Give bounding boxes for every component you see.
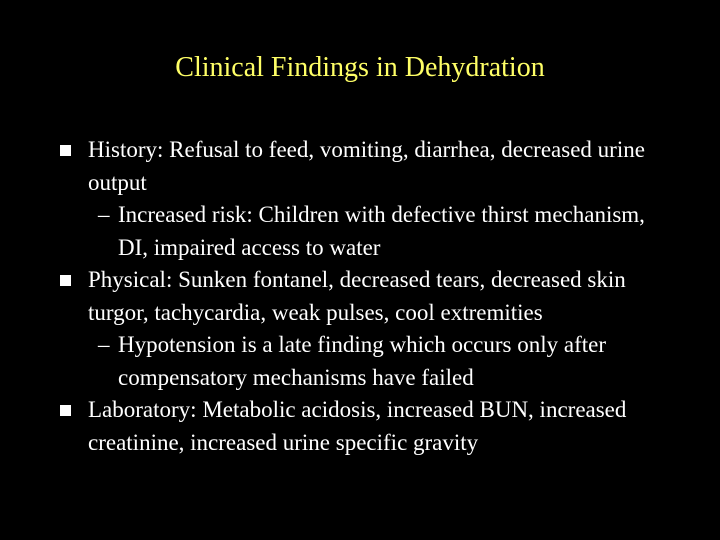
bullet-list: [60, 134, 680, 459]
bullet-text: History: Refusal to feed, vomiting, diarrhea, decreased urine output: [88, 137, 645, 195]
sub-bullet-text: Hypotension is a late finding which occurs only after compensatory mechanisms have failed: [118, 332, 606, 390]
bullet-item-laboratory: [60, 394, 680, 459]
sub-bullet-text: Increased risk: Children with defective thirst mechanism, DI, impaired access to water: [118, 202, 645, 260]
square-bullet-icon: [60, 405, 71, 416]
bullet-item-physical: [60, 264, 680, 329]
bullet-item-history: [60, 134, 680, 199]
bullet-text: Laboratory: Metabolic acidosis, increased BUN, increased creatinine, increased urine specific gravity: [88, 397, 627, 455]
bullet-text: Physical: Sunken fontanel, decreased tears, decreased skin turgor, tachycardia, weak pulses, cool extremities: [88, 267, 626, 325]
slide-title: Clinical Findings in Dehydration: [175, 52, 545, 83]
sub-bullet-item: [60, 329, 680, 394]
square-bullet-icon: [60, 145, 71, 156]
dash-bullet-icon: –: [98, 202, 110, 227]
sub-bullet-item: [60, 199, 680, 264]
dash-bullet-icon: –: [98, 332, 110, 357]
square-bullet-icon: [60, 275, 71, 286]
